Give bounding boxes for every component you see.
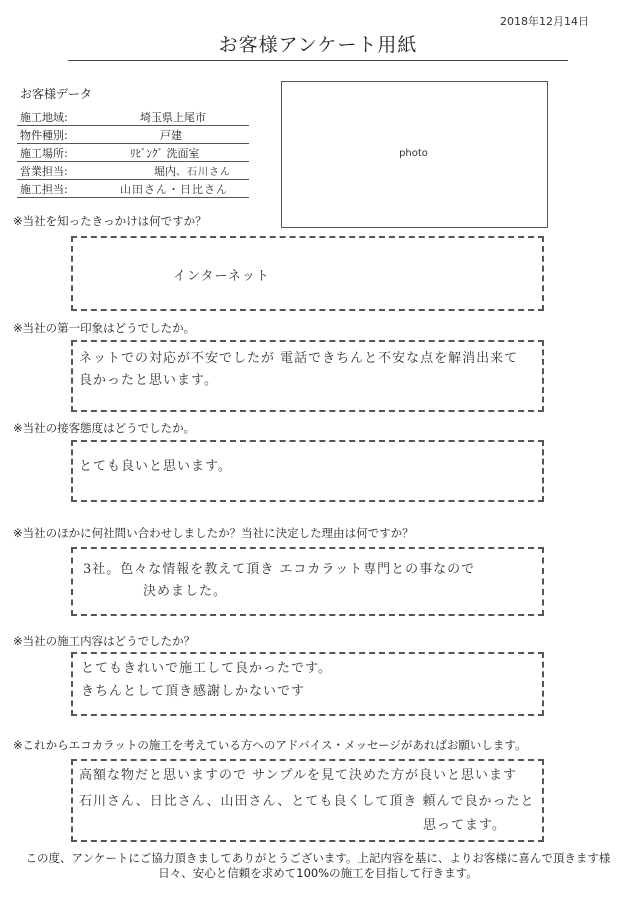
field-value: 山田さん・日比さん xyxy=(98,180,249,198)
answer-text: 3社。色々な情報を教えて頂き エコカラット専門との事なので xyxy=(83,562,476,577)
answer-box xyxy=(71,759,544,842)
answer-box xyxy=(71,652,544,716)
answer-text: 思ってます。 xyxy=(423,818,506,833)
field-value: 戸建 xyxy=(98,126,249,144)
answer-text: 良かったと思います。 xyxy=(79,373,218,388)
table-row xyxy=(17,180,249,198)
answer-text: インターネット xyxy=(173,269,270,284)
footer-message-line2: 日々、安心と信頼を求めて100%の施工を目指して行きます。 xyxy=(158,866,478,880)
photo-label: photo xyxy=(399,148,428,159)
title-underline xyxy=(68,60,568,61)
question-first-impression: ※当社の第一印象はどうでしたか。 xyxy=(13,321,196,335)
answer-text: 決めました。 xyxy=(143,584,228,599)
table-row xyxy=(17,126,249,144)
field-label: 施工担当: xyxy=(17,180,98,198)
page-title: お客様アンケート用紙 xyxy=(218,34,418,56)
answer-text: 石川さん、日比さん、山田さん、とても良くして頂き 頼んで良かったと xyxy=(79,794,535,809)
answer-box xyxy=(71,236,544,311)
field-label: 物件種別: xyxy=(17,126,98,144)
question-advice-message: ※これからエコカラットの施工を考えている方へのアドバイス・メッセージがあればお願いします。 xyxy=(13,738,527,752)
customer-data-heading: お客様データ xyxy=(20,87,93,101)
table-row xyxy=(17,162,249,180)
question-customer-service: ※当社の接客態度はどうでしたか。 xyxy=(13,421,196,435)
table-row xyxy=(17,108,249,126)
answer-text: とてもきれいで施工して良かったです。 xyxy=(81,661,332,676)
field-value: 堀内、石川さん xyxy=(98,162,249,180)
answer-text: ネットでの対応が不安でしたが 電話できちんと不安な点を解消出来て xyxy=(79,351,519,366)
answer-box xyxy=(71,340,544,412)
question-other-companies: ※当社のほかに何社問い合わせしましたか？当社に決定した理由は何ですか？ xyxy=(13,526,414,540)
answer-box xyxy=(71,440,544,502)
handwritten-sales-rep: 、石川さん xyxy=(176,167,231,178)
field-label: 営業担当: xyxy=(17,162,98,180)
footer-message-line1: この度、アンケートにご協力頂きましてありがとうございます。上記内容を基に、よりお客様に喜んで頂きます様 xyxy=(25,851,611,865)
field-value: 埼玉県上尾市 xyxy=(98,108,249,126)
field-value: ﾘﾋﾞﾝｸﾞ 洗面室 xyxy=(98,144,249,162)
field-label: 施工場所: xyxy=(17,144,98,162)
field-label: 施工地域: xyxy=(17,108,98,126)
answer-text: 高額な物だと思いますので サンプルを見て決めた方が良いと思います xyxy=(79,768,517,783)
answer-text: とても良いと思います。 xyxy=(79,459,232,474)
answer-box xyxy=(71,547,544,616)
question-construction-quality: ※当社の施工内容はどうでしたか？ xyxy=(13,634,196,648)
answer-text: きちんとして頂き感謝しかないです xyxy=(81,684,306,699)
table-row xyxy=(17,144,249,162)
survey-date: 2018年12月14日 xyxy=(500,15,589,28)
question-how-found: ※当社を知ったきっかけは何ですか？ xyxy=(13,214,207,228)
customer-data-table xyxy=(17,108,249,198)
